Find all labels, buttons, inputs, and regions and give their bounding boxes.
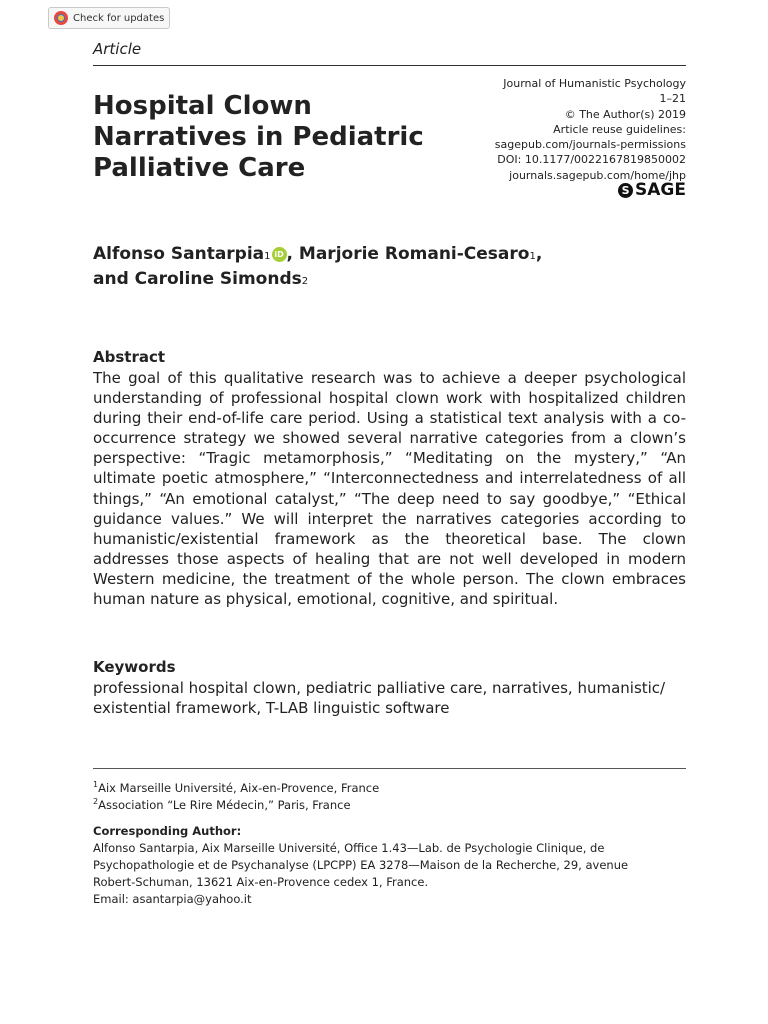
keywords-text — [93, 678, 693, 718]
doi-link[interactable]: DOI: 10.1177/0022167819850002 — [497, 153, 686, 167]
abstract-text: The goal of this qualitative research was to achieve a deeper psychological understanding of professional hospital clown work with hospitalized children during their end-of-life care period. Using a statistical text analysis with a co-occurrence strategy we showed several narrative categories from a clown’s perspective: “Tragic metamorphosis,” “Meditating on the mystery,” “An ultimate poetic atmosphere,” “Interconnectedness and interrelatedness of all things,” “An emotional catalyst,” “The deep need to say goodbye,” “Ethical guidance values.” We will interpret the narratives categories according to humanistic/existential framework as the theoretical base. The clown addresses those aspects of healing that are not well developed in modern Western medicine, the treatment of the whole person. The clown embraces human nature as physical, emotional, cognitive, and spiritual. — [93, 369, 686, 609]
affiliation-marker: 1 — [529, 251, 536, 262]
journal-info — [426, 76, 686, 183]
journal-name: Journal of Humanistic Psychology — [503, 77, 686, 90]
paper-title: Hospital Clown Narratives in Pediatric Palliative Care — [93, 91, 424, 183]
reuse-guidelines-label: Article reuse guidelines: — [553, 122, 686, 136]
affiliation-marker: 2 — [301, 276, 309, 287]
affiliation-text: Association “Le Rire Médecin,” Paris, France — [98, 797, 351, 812]
author-conjunction: and — [93, 269, 129, 289]
copyright: © The Author(s) 2019 — [564, 107, 686, 121]
sage-logo — [618, 180, 686, 200]
footnote-divider — [93, 768, 686, 769]
affiliation-text: Aix Marseille Université, Aix-en-Provence, France — [98, 780, 380, 795]
corresponding-email[interactable]: Email: asantarpia@yahoo.it — [93, 892, 252, 906]
affiliation-number: 2 — [93, 797, 99, 806]
check-for-updates-label: Check for updates — [73, 12, 165, 24]
corresponding-author-details — [93, 840, 693, 908]
author-name: Marjorie Romani-Cesaro — [298, 244, 530, 264]
corresponding-line: Alfonso Santarpia, Aix Marseille Université, Office 1.43—Lab. de Psychologie Clinique, de — [93, 841, 605, 855]
journal-home-link[interactable]: journals.sagepub.com/home/jhp — [509, 168, 686, 182]
affiliation-2 — [93, 797, 351, 812]
abstract-heading: Abstract — [93, 348, 166, 366]
check-for-updates-button[interactable] — [48, 7, 170, 29]
keywords-heading: Keywords — [93, 658, 176, 676]
keywords-line: professional hospital clown, pediatric palliative care, narratives, humanistic/ — [93, 679, 666, 697]
affiliation-marker: 1 — [264, 251, 271, 262]
sage-s-icon: S — [618, 183, 633, 198]
corresponding-line: Robert-Schuman, 13621 Aix-en-Provence cedex 1, France. — [93, 875, 429, 889]
sage-logo-text: SAGE — [635, 180, 686, 200]
author-name: Caroline Simonds — [134, 269, 302, 289]
header-divider — [93, 65, 686, 66]
author-name: Alfonso Santarpia — [93, 244, 265, 264]
orcid-icon[interactable]: iD — [272, 247, 287, 262]
corresponding-line: Psychopathologie et de Psychanalyse (LPCPP) EA 3278—Maison de la Recherche, 29, avenue — [93, 858, 629, 872]
corresponding-author-heading: Corresponding Author: — [93, 824, 242, 838]
affiliation-number: 1 — [93, 780, 99, 789]
crossmark-icon — [54, 11, 68, 25]
affiliation-1 — [93, 780, 379, 795]
article-type-label: Article — [93, 40, 142, 58]
page-range: 1–21 — [659, 92, 686, 106]
permissions-link[interactable]: sagepub.com/journals-permissions — [494, 138, 686, 152]
author-list: Alfonso Santarpia$^1$ iD , Marjorie Romani-Cesaro$^1$, and Caroline Simonds$^2$ — [93, 244, 543, 289]
keywords-line: existential framework, T-LAB linguistic software — [93, 699, 450, 717]
